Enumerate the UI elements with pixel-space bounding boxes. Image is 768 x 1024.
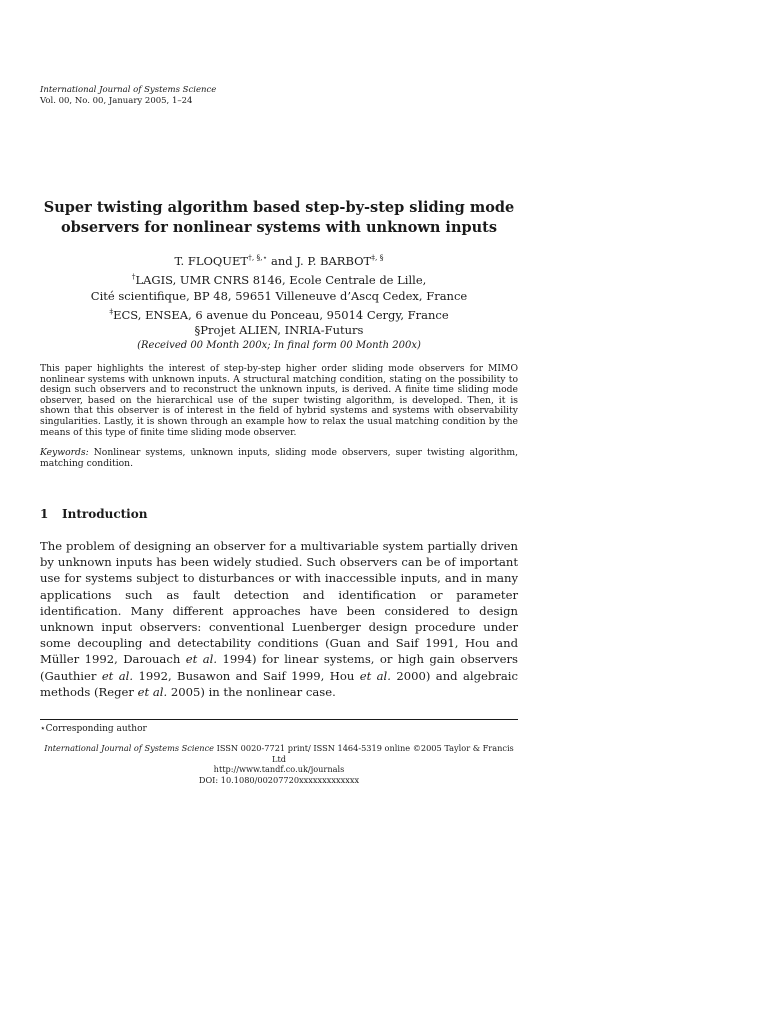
intro-etal-2: et al. xyxy=(101,668,134,683)
abstract-text: This paper highlights the interest of step-by-step higher order sliding mode observers for MIMO nonlinear systems with unknown inputs. A structural matching condition, stating on the possibility to design such observers and to reconstruct the unknown inputs, is derived. A finite time sliding mode observer, based on the hierarchical use of the super twisting algorithm, is developed. Then, it is shown that this observer is of interest in the field of hybrid systems and systems with observability singularities. Lastly, it is shown through an example how to relax the usual matching condition by the means of this type of finite time sliding mode observer. xyxy=(40,363,518,438)
keywords xyxy=(40,448,518,469)
author-connector: and xyxy=(267,253,297,268)
footer-url[interactable]: http://www.tandf.co.uk/journals xyxy=(213,764,345,774)
title-line-2: observers for nonlinear systems with unknown inputs xyxy=(60,219,498,236)
footer-doi: DOI: 10.1080/00207720xxxxxxxxxxxxx xyxy=(198,774,360,785)
footer-journal: International Journal of Systems Science xyxy=(44,743,214,753)
author-barbot: J. P. BARBOT xyxy=(296,253,372,268)
journal-header xyxy=(40,85,216,107)
section-title: Introduction xyxy=(62,507,148,521)
affiliation-lagis xyxy=(40,269,518,288)
intro-text-4: 2000) and algebraic methods (Reger xyxy=(40,668,518,699)
intro-etal-3: et al. xyxy=(359,668,391,683)
intro-etal-4: et al. xyxy=(137,684,168,699)
intro-text-3: 1992, Busawon and Saif 1999, Hou xyxy=(133,668,360,683)
author-floquet: T. FLOQUET xyxy=(174,253,249,268)
intro-etal-1: et al. xyxy=(185,652,218,667)
affiliation-lagis-address: Cité scientifique, BP 48, 59651 Villeneuve d’Ascq Cedex, France xyxy=(90,288,468,303)
footnote-rule xyxy=(40,719,518,720)
received-dates: (Received 00 Month 200x; In final form 00 Month 200x) xyxy=(137,340,421,352)
keywords-label: Keywords: xyxy=(40,447,89,459)
journal-name: International Journal of Systems Science xyxy=(40,85,217,95)
author-floquet-marks: †, §,⋆ xyxy=(248,253,268,262)
title-line-1: Super twisting algorithm based step-by-step sliding mode xyxy=(43,199,515,216)
author-line xyxy=(40,250,518,269)
abstract xyxy=(40,364,518,479)
intro-text-5: 2005) in the nonlinear case. xyxy=(167,684,336,699)
keywords-list: Nonlinear systems, unknown inputs, sliding mode observers, super twisting algorithm, matching condition. xyxy=(40,447,518,469)
section-number: 1 xyxy=(40,507,49,521)
affiliation-ecs xyxy=(40,304,518,323)
author-barbot-marks: ‡, § xyxy=(371,253,384,262)
affiliation-inria: §Projet ALIEN, INRIA-Futurs xyxy=(194,323,364,338)
publisher-footer xyxy=(40,743,518,785)
footer-line-issn xyxy=(40,743,518,764)
paper-title xyxy=(40,198,518,238)
affiliation-ecs-mark: ‡ xyxy=(109,306,114,316)
journal-volume: Vol. 00, No. 00, January 2005, 1–24 xyxy=(40,96,193,106)
footer-issn: ISSN 0020-7721 print/ ISSN 1464-5319 online ©2005 Taylor & Francis Ltd xyxy=(214,743,514,764)
author-block xyxy=(40,250,518,354)
intro-text-1: The problem of designing an observer for a multivariable system partially driven by unknown inputs has been widely studied. Such observers can be of important use for systems subject to disturbances or with inaccessible inputs, and in many applications such as fault detection and identification or parameter identification. Many different approaches have been considered to design unknown input observers: conventional Luenberger design procedure under some decoupling and detectability conditions (Guan and Saif 1991, Hou and Müller 1992, Darouach xyxy=(40,539,518,667)
intro-text-2: 1994) for linear systems, or high gain observers (Gauthier xyxy=(40,652,519,683)
section-heading-introduction xyxy=(40,507,147,521)
affiliation-lagis-text: LAGIS, UMR CNRS 8146, Ecole Centrale de Lille, xyxy=(135,272,427,287)
affiliation-ecs-text: ECS, ENSEA, 6 avenue du Ponceau, 95014 Cergy, France xyxy=(113,307,449,322)
footnote-corresponding-author: ⋆Corresponding author xyxy=(40,724,147,734)
introduction-paragraph xyxy=(40,538,518,700)
affiliation-lagis-mark: † xyxy=(131,271,136,281)
